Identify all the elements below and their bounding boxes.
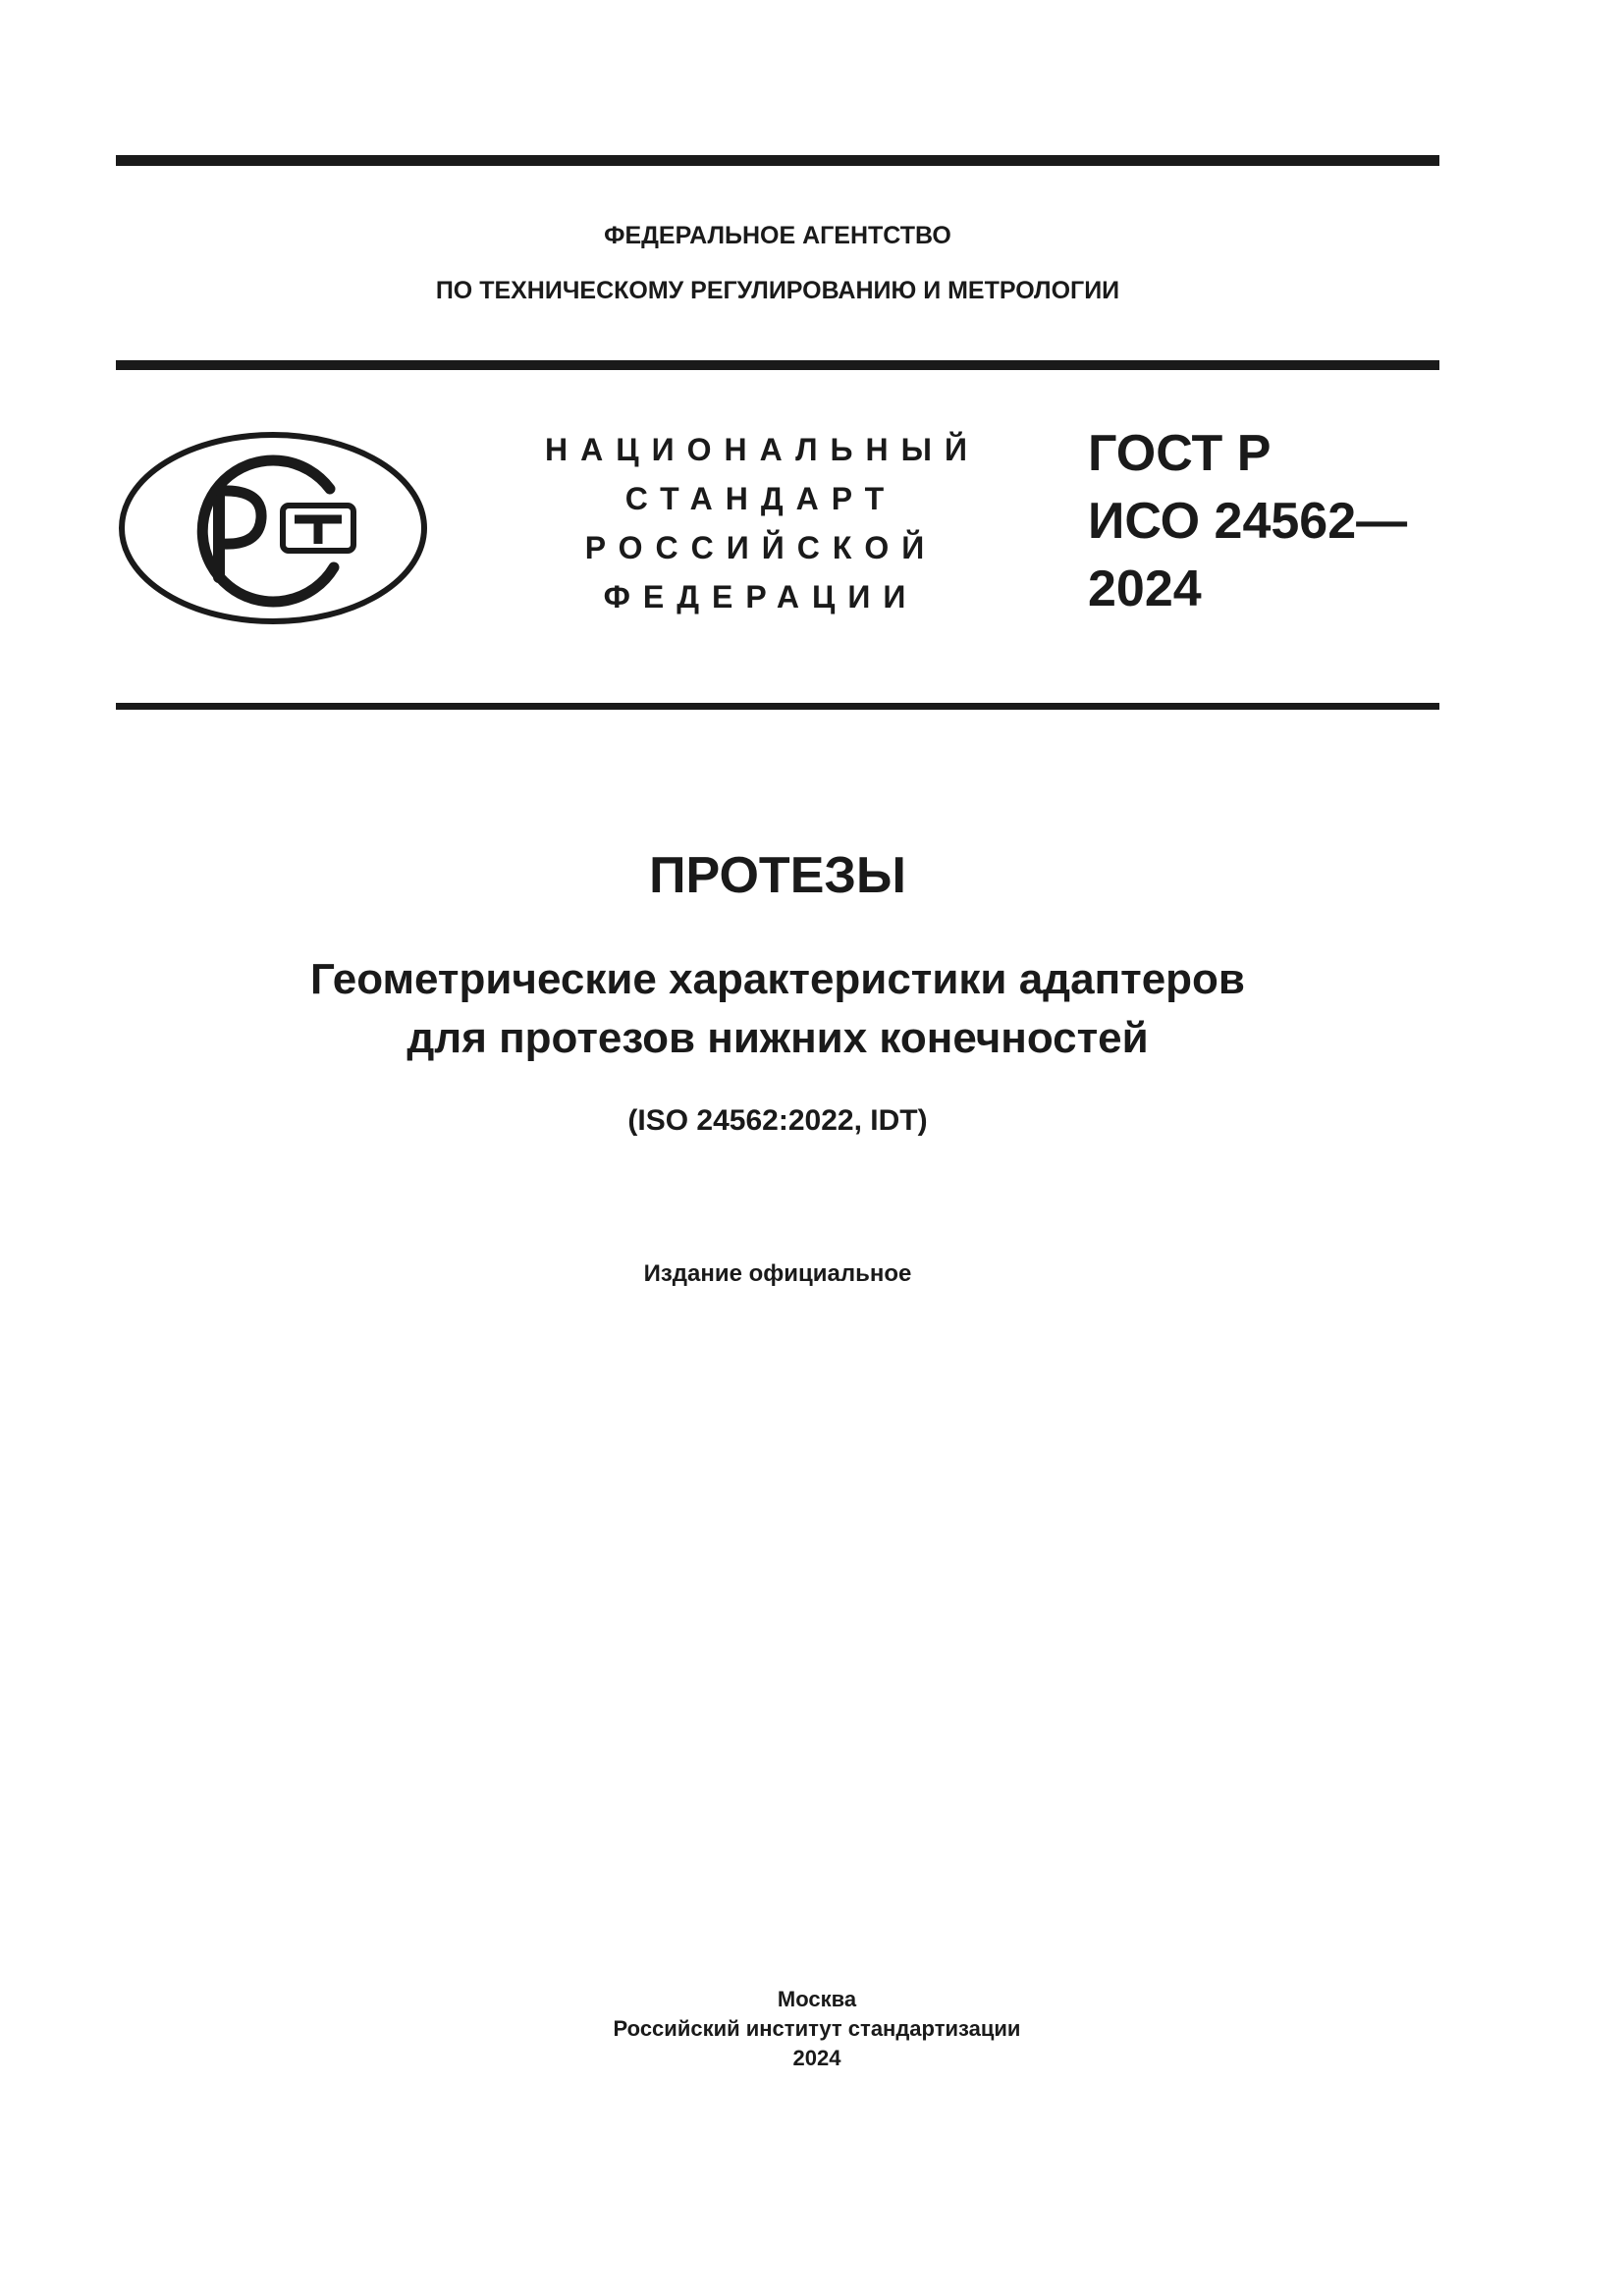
document-subtitle bbox=[0, 950, 1555, 1068]
subtitle-line2: для протезов нижних конечностей bbox=[406, 1014, 1149, 1062]
national-standard-line4: ФЕДЕРАЦИИ bbox=[603, 579, 919, 614]
footer-city: Москва bbox=[777, 1987, 857, 2011]
agency-name-line1: ФЕДЕРАЛЬНОЕ АГЕНТСТВО bbox=[604, 222, 951, 249]
designation-line2: ИСО 24562— bbox=[1088, 493, 1408, 550]
national-standard-line2: СТАНДАРТ bbox=[624, 481, 897, 516]
agency-name-line2: ПО ТЕХНИЧЕСКОМУ РЕГУЛИРОВАНИЮ И МЕТРОЛОГИИ bbox=[435, 277, 1120, 304]
national-standard-line1: НАЦИОНАЛЬНЫЙ bbox=[545, 432, 980, 467]
rst-certification-mark-icon bbox=[116, 430, 430, 626]
subtitle-line1: Геометрические характеристики адаптеров bbox=[310, 955, 1245, 1003]
top-rule bbox=[116, 155, 1439, 166]
standard-designation bbox=[1088, 420, 1407, 623]
footer-publisher: Российский институт стандартизации bbox=[613, 2016, 1021, 2041]
national-standard-label bbox=[545, 425, 980, 621]
designation-line3: 2024 bbox=[1088, 561, 1202, 617]
edition-note: Издание официальное bbox=[643, 1260, 912, 1287]
document-title: ПРОТЕЗЫ bbox=[649, 847, 906, 904]
designation-rule bbox=[116, 703, 1439, 710]
footer-year: 2024 bbox=[792, 2046, 841, 2070]
header-rule bbox=[116, 360, 1439, 370]
publication-footer bbox=[0, 1985, 1624, 2073]
national-standard-line3: РОССИЙСКОЙ bbox=[584, 530, 938, 565]
designation-line1: ГОСТ Р bbox=[1088, 425, 1272, 482]
iso-reference: (ISO 24562:2022, IDT) bbox=[627, 1104, 928, 1137]
